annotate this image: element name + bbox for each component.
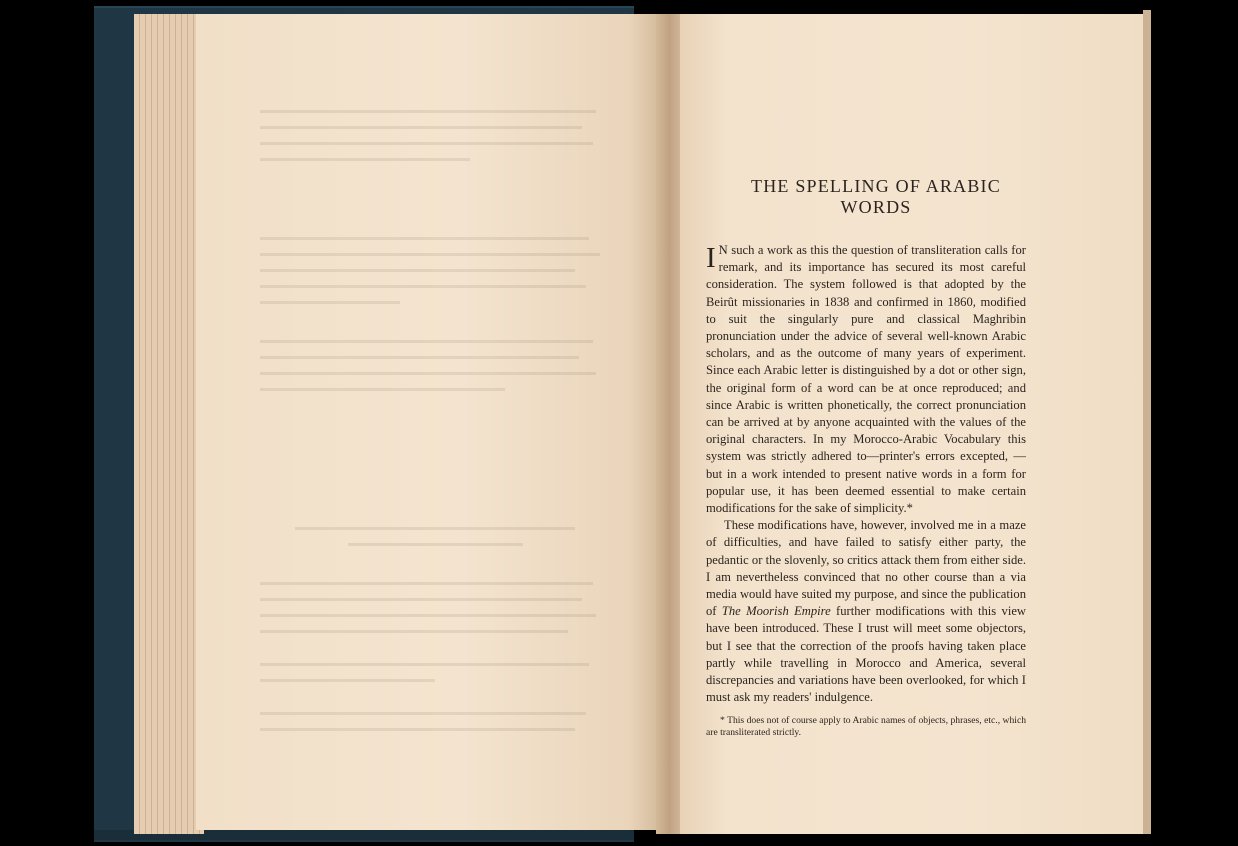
book-title-italic: The Moorish Empire	[721, 604, 831, 619]
paragraph-2	[706, 517, 1026, 706]
footnote: * This does not of course apply to Arabic names of objects, phrases, etc., which are transliterated strictly.	[706, 715, 1026, 739]
paragraph-2-text-a: These modifications have, however, involved me in a maze of difficulties, and have failed to satisfy either party, the pedantic or the slovenly, so critics attack them from either side. I am nevertheless convinced that no other course than a via media would have suited my purpose, and since the publication of	[706, 518, 1026, 619]
page-text	[706, 176, 1026, 749]
paragraph-1	[706, 242, 1026, 517]
paragraph-1-text: N such a work as this the question of transliteration calls for remark, and its importance has secured its most careful consideration. The system followed is that adopted by the Beirût missionaries in 1838 and confirmed in 1860, modified to suit the singularly pure and classical Maghribin pronunciation under the advice of several well-known Arabic scholars, and as the outcome of many years of experiment. Since each Arabic letter is distinguished by a dot or other sign, the original form of a word can be at once reproduced; and since Arabic is written phonetically, the correct pronunciation can be arrived at by anyone acquainted with the values of the original characters. In my Morocco-Arabic Vocabulary this system was strictly adhered to—printer's errors excepted, —but in a work intended to present native words in a form for popular use, it has been deemed essential to make certain modifications for the sake of simplicity.*	[706, 243, 1026, 516]
show-through-text	[260, 110, 610, 730]
page-title: THE SPELLING OF ARABIC WORDS	[751, 176, 1001, 217]
drop-cap: I	[706, 242, 716, 274]
right-page-edge	[1143, 10, 1151, 834]
paragraph-2-text-b: further modifications with this view have been introduced. These I trust will meet some objectors, but I see that the correction of the proofs having taken place partly while travelling in Morocco and America, several discrepancies and variations have been overlooked, for which I must ask my readers' indulgence.	[706, 604, 1027, 705]
page-edges	[134, 14, 204, 834]
